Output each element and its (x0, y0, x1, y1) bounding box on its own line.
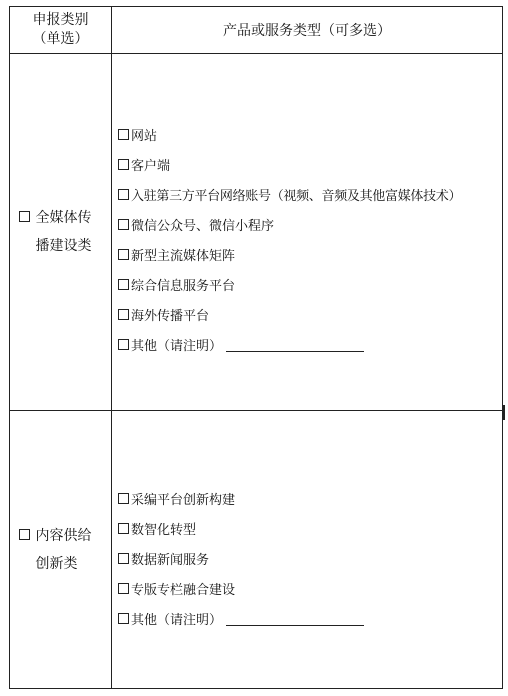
checkbox-icon[interactable] (118, 583, 129, 594)
checkbox-icon[interactable] (118, 219, 129, 230)
category-header-line2: （单选） (32, 31, 89, 47)
option-label: 入驻第三方平台网络账号（视频、音频及其他富媒体技术） (131, 188, 462, 204)
checkbox-icon[interactable] (118, 189, 129, 200)
option-label: 采编平台创新构建 (131, 492, 236, 508)
checkbox-icon[interactable] (19, 211, 30, 222)
option-item[interactable] (118, 209, 500, 239)
fill-in-blank-line[interactable] (226, 625, 364, 626)
category-cell-content-supply (10, 411, 111, 688)
type-column-header (112, 7, 502, 53)
checkbox-icon[interactable] (118, 613, 129, 624)
category-label-line2: 播建设类 (35, 238, 92, 254)
option-item[interactable] (118, 149, 500, 179)
category-label-line1: 内容供给 (35, 527, 92, 544)
option-label: 海外传播平台 (131, 308, 210, 324)
category-option-all-media[interactable] (19, 204, 103, 260)
option-item[interactable] (118, 543, 500, 573)
category-column-header (10, 7, 111, 53)
option-label: 综合信息服务平台 (131, 278, 236, 294)
option-label: 专版专栏融合建设 (131, 582, 236, 598)
option-item[interactable] (118, 573, 500, 603)
type-options-content-supply (118, 483, 500, 633)
option-item[interactable] (118, 269, 500, 299)
option-item[interactable] (118, 513, 500, 543)
checkbox-icon[interactable] (19, 529, 30, 540)
type-options-all-media (118, 119, 500, 359)
category-label-line1: 全媒体传 (35, 210, 92, 226)
fill-in-blank-line[interactable] (226, 351, 364, 352)
checkbox-icon[interactable] (118, 249, 129, 260)
option-label: 其他（请注明） (131, 338, 223, 354)
checkbox-icon[interactable] (118, 339, 129, 350)
checkbox-icon[interactable] (118, 553, 129, 564)
category-label-line2: 创新类 (35, 555, 78, 572)
checkbox-icon[interactable] (118, 129, 129, 140)
option-label: 数智化转型 (131, 522, 197, 538)
option-label: 其他（请注明） (131, 612, 223, 628)
category-header-line1: 申报类别 (32, 12, 89, 28)
category-cell-all-media (10, 54, 111, 410)
option-label: 网站 (131, 128, 158, 144)
option-item[interactable] (118, 483, 500, 513)
option-item-other[interactable] (118, 329, 500, 359)
column-divider (111, 7, 112, 688)
option-label: 数据新闻服务 (131, 552, 210, 568)
category-option-content-supply[interactable] (19, 522, 103, 578)
application-form-table (9, 6, 503, 689)
option-item[interactable] (118, 239, 500, 269)
checkbox-icon[interactable] (118, 279, 129, 290)
option-label: 微信公众号、微信小程序 (131, 218, 275, 234)
option-label: 新型主流媒体矩阵 (131, 248, 236, 264)
edge-mark (503, 405, 505, 420)
checkbox-icon[interactable] (118, 159, 129, 170)
option-item[interactable] (118, 299, 500, 329)
checkbox-icon[interactable] (118, 523, 129, 534)
type-header-text: 产品或服务类型（可多选） (223, 23, 391, 39)
option-item-other[interactable] (118, 603, 500, 633)
checkbox-icon[interactable] (118, 493, 129, 504)
checkbox-icon[interactable] (118, 309, 129, 320)
option-item[interactable] (118, 179, 500, 209)
option-item[interactable] (118, 119, 500, 149)
option-label: 客户端 (131, 158, 171, 174)
